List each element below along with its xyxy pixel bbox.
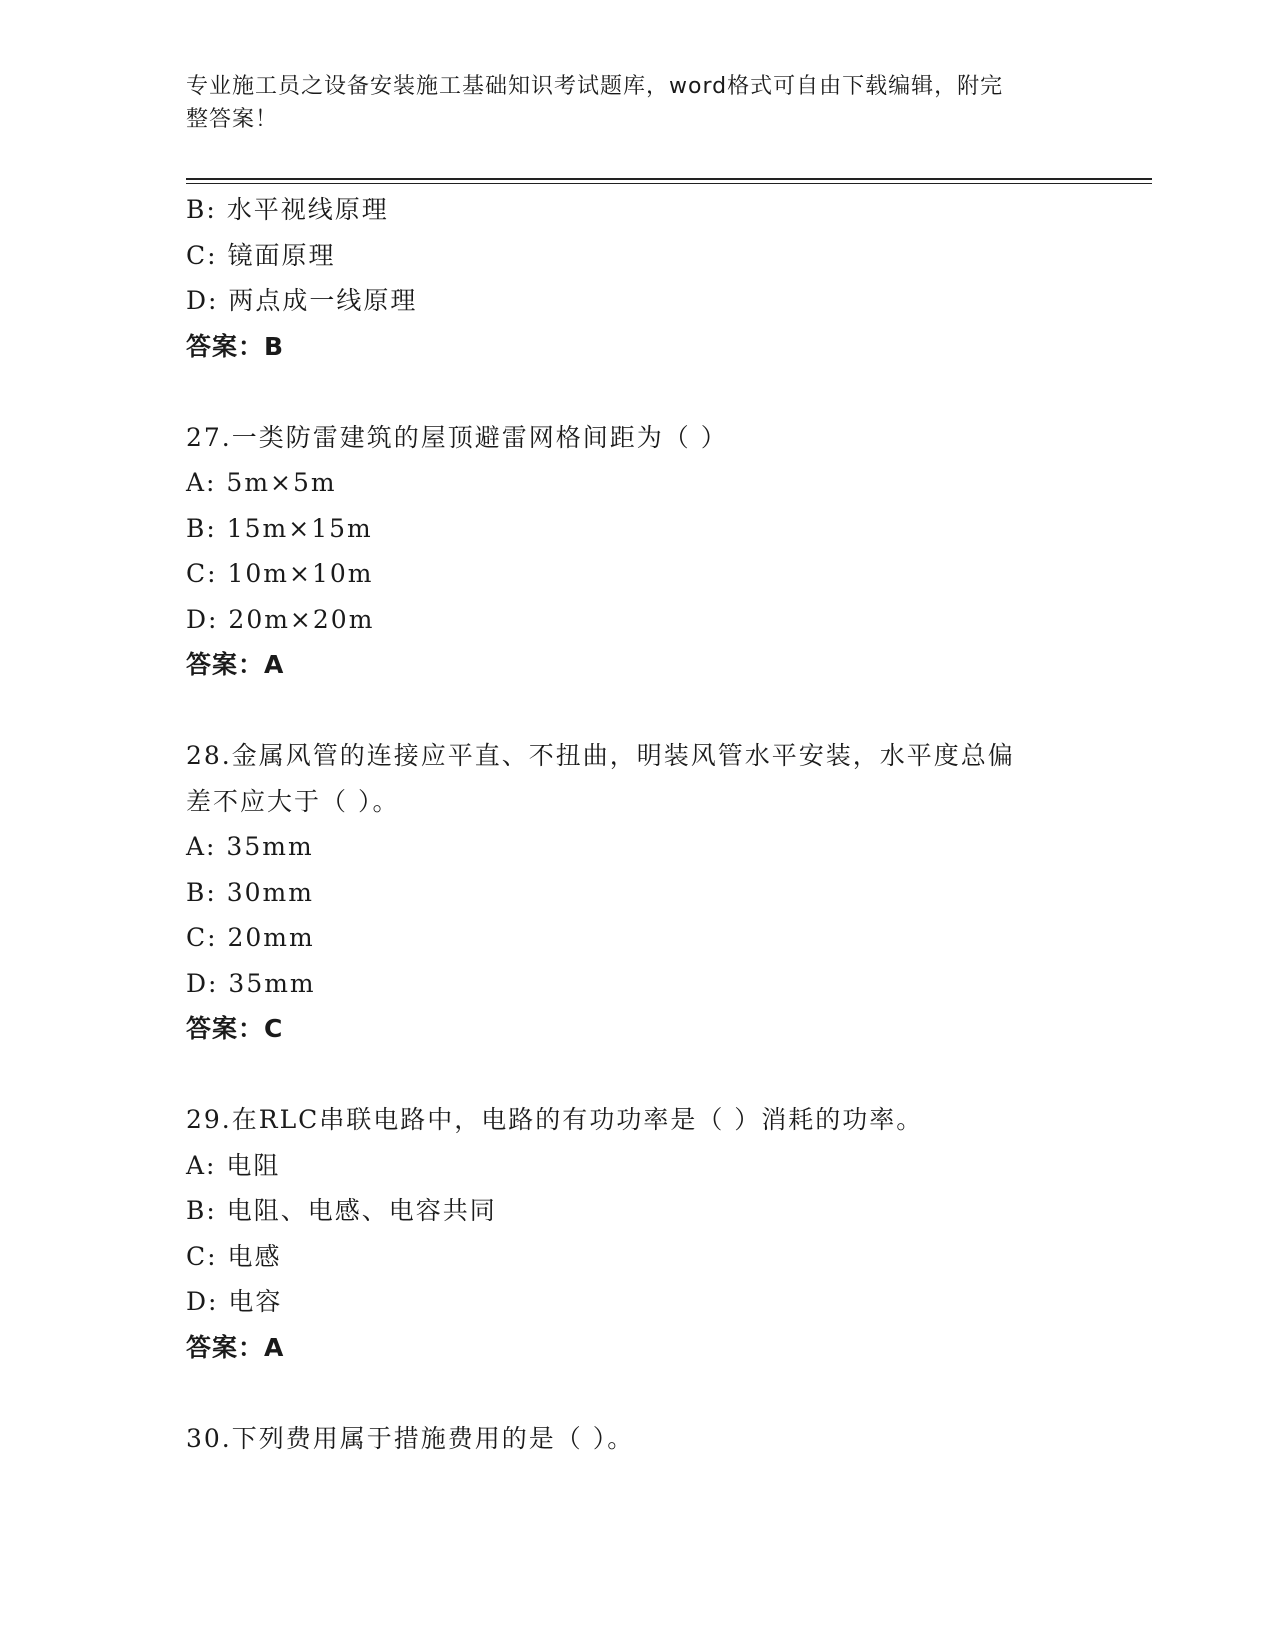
option-d: D: 电容 xyxy=(186,1287,283,1316)
question-text: 27.一类防雷建筑的屋顶避雷网格间距为（ ） xyxy=(186,422,728,452)
option-c: C: 电感 xyxy=(186,1241,282,1271)
spacer xyxy=(186,1370,1076,1416)
option-d: D: 35mm xyxy=(186,968,316,998)
option-a: A: 电阻 xyxy=(186,1150,281,1180)
spacer xyxy=(186,369,1076,415)
answer: 答案：C xyxy=(186,1014,284,1043)
option-c: C: 10m×10m xyxy=(186,559,374,588)
option-c: C: 镜面原理 xyxy=(186,240,336,270)
question-list xyxy=(186,187,1076,1461)
question-text-line-1: 28.金属风管的连接应平直、不扭曲，明装风管水平安装，水平度总偏 xyxy=(186,741,1015,770)
option-a: A: 5m×5m xyxy=(186,468,337,497)
answer: 答案：A xyxy=(186,650,285,679)
spacer xyxy=(186,688,1076,734)
option-c: C: 20mm xyxy=(186,923,315,952)
question-27 xyxy=(186,415,1076,688)
answer: 答案：A xyxy=(186,1332,285,1362)
answer: 答案：B xyxy=(186,331,285,361)
question-30 xyxy=(186,1416,1076,1462)
question-26-partial xyxy=(186,187,1076,369)
question-29 xyxy=(186,1097,1076,1370)
document-header xyxy=(186,70,1066,136)
option-b: B: 电阻、电感、电容共同 xyxy=(186,1196,497,1225)
header-divider-thin xyxy=(186,183,1152,184)
header-line-1: 专业施工员之设备安装施工基础知识考试题库，word格式可自由下载编辑，附完 xyxy=(186,74,1004,99)
header-divider xyxy=(186,178,1152,180)
header-line-2: 整答案！ xyxy=(186,107,279,132)
spacer xyxy=(186,1052,1076,1098)
option-d: D: 20m×20m xyxy=(186,604,375,634)
option-b: B: 30mm xyxy=(186,877,314,907)
option-b: B: 15m×15m xyxy=(186,513,373,543)
question-text-line-2: 差不应大于（ ）。 xyxy=(186,786,400,816)
option-d: D: 两点成一线原理 xyxy=(186,286,418,315)
question-28 xyxy=(186,733,1076,1052)
question-text: 29.在RLC串联电路中，电路的有功功率是（ ）消耗的功率。 xyxy=(186,1105,924,1134)
question-text: 30.下列费用属于措施费用的是（ ）。 xyxy=(186,1423,635,1453)
option-a: A: 35mm xyxy=(186,832,314,861)
option-b: B: 水平视线原理 xyxy=(186,195,389,224)
